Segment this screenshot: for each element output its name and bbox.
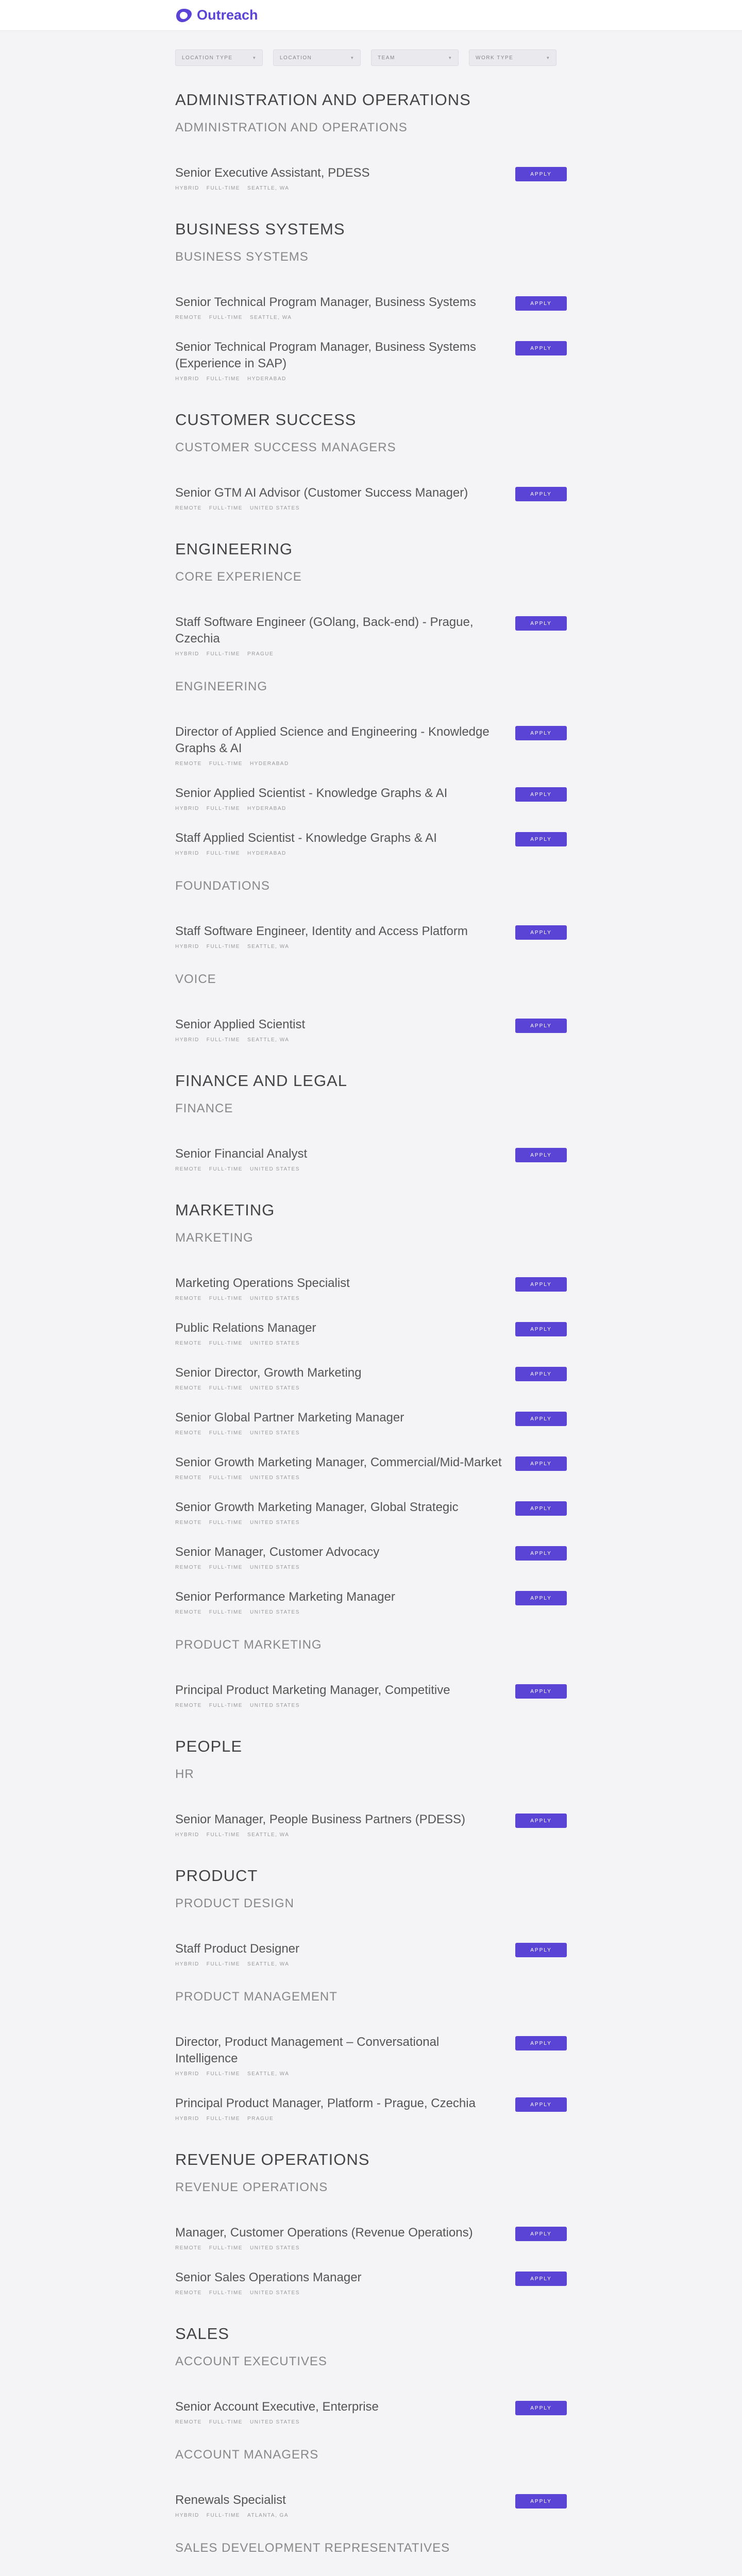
apply-button[interactable]: APPLY — [515, 832, 567, 846]
team-title: MARKETING — [175, 1231, 254, 1245]
job-meta-tag: REMOTE — [175, 1475, 202, 1481]
job-meta-tag: FULL-TIME — [209, 2245, 243, 2251]
department-title: MARKETING — [175, 1201, 275, 1219]
apply-button[interactable]: APPLY — [515, 296, 567, 311]
job-posting — [175, 2269, 567, 2296]
job-title-link[interactable]: Senior Director, Growth Marketing — [175, 1366, 362, 1380]
team-title: REVENUE OPERATIONS — [175, 2180, 328, 2194]
team-title: PRODUCT DESIGN — [175, 1896, 294, 1910]
posting-info — [175, 294, 505, 320]
job-meta-tag: SEATTLE, WA — [247, 1832, 290, 1838]
job-meta-tag: FULL-TIME — [209, 1520, 243, 1526]
job-posting — [175, 1589, 567, 1615]
job-meta-tag: REMOTE — [175, 2419, 202, 2425]
apply-button[interactable]: APPLY — [515, 1943, 567, 1957]
team-section — [175, 1638, 567, 1708]
apply-button[interactable]: APPLY — [515, 1684, 567, 1699]
job-meta-tag: REMOTE — [175, 1385, 202, 1391]
job-meta-tag: FULL-TIME — [209, 505, 243, 511]
job-posting — [175, 294, 567, 320]
job-posting — [175, 1811, 567, 1838]
job-meta — [175, 2419, 505, 2425]
apply-button[interactable]: APPLY — [515, 1367, 567, 1381]
posting-info — [175, 1146, 505, 1172]
job-meta-tag: FULL-TIME — [209, 1430, 243, 1436]
job-meta-tag: FULL-TIME — [209, 1296, 243, 1301]
job-title-link[interactable]: Senior Financial Analyst — [175, 1147, 308, 1161]
job-posting — [175, 1941, 567, 1967]
posting-info — [175, 2399, 505, 2425]
job-meta-tag: HYBRID — [175, 1961, 199, 1967]
posting-info — [175, 2095, 505, 2122]
job-meta-tag: FULL-TIME — [209, 2419, 243, 2425]
job-meta-tag: FULL-TIME — [206, 185, 240, 191]
job-meta — [175, 1037, 505, 1043]
team-title: ACCOUNT MANAGERS — [175, 2448, 319, 2462]
job-meta-tag: FULL-TIME — [209, 1703, 243, 1708]
job-meta-tag: FULL-TIME — [206, 2071, 240, 2077]
department-title: CUSTOMER SUCCESS — [175, 411, 357, 429]
job-posting — [175, 485, 567, 511]
job-meta — [175, 1475, 505, 1481]
job-meta-tag: SEATTLE, WA — [247, 944, 290, 950]
department-title: ENGINEERING — [175, 540, 293, 558]
posting-info — [175, 1811, 505, 1838]
posting-info — [175, 485, 505, 511]
job-meta-tag: FULL-TIME — [206, 851, 240, 856]
posting-info — [175, 2269, 505, 2296]
department-section — [175, 2325, 567, 2576]
job-meta-tag: FULL-TIME — [206, 944, 240, 950]
job-title-link[interactable]: Staff Applied Scientist - Knowledge Graphs & AI — [175, 831, 437, 845]
job-title-link[interactable]: Senior Growth Marketing Manager, Commercial/Mid-Market — [175, 1455, 502, 1469]
team-section — [175, 1767, 567, 1838]
filter-bar — [175, 49, 567, 66]
job-title-link[interactable]: Senior Performance Marketing Manager — [175, 1590, 395, 1604]
job-meta-tag: REMOTE — [175, 1609, 202, 1615]
apply-button[interactable]: APPLY — [515, 616, 567, 631]
job-meta — [175, 1520, 505, 1526]
job-meta-tag: UNITED STATES — [249, 1565, 300, 1570]
job-meta-tag: PRAGUE — [247, 651, 274, 657]
chevron-down-icon: ▾ — [546, 55, 550, 60]
job-meta-tag: REMOTE — [175, 1565, 202, 1570]
job-title-link[interactable]: Manager, Customer Operations (Revenue Operations) — [175, 2226, 473, 2240]
job-meta-tag: HYBRID — [175, 376, 199, 382]
job-title-link[interactable]: Senior Manager, People Business Partners (PDESS) — [175, 1812, 465, 1826]
team-title: CORE EXPERIENCE — [175, 570, 302, 584]
department-title: FINANCE AND LEGAL — [175, 1072, 347, 1090]
job-meta-tag: SEATTLE, WA — [247, 1961, 290, 1967]
team-section — [175, 440, 567, 511]
posting-info — [175, 1016, 505, 1043]
job-meta-tag: HYBRID — [175, 806, 199, 811]
job-meta — [175, 505, 505, 511]
job-meta-tag: HYBRID — [175, 2116, 199, 2122]
job-meta-tag: REMOTE — [175, 2290, 202, 2296]
job-posting — [175, 830, 567, 856]
apply-button[interactable]: APPLY — [515, 2227, 567, 2241]
job-meta-tag: FULL-TIME — [209, 1475, 243, 1481]
job-title-link[interactable]: Staff Software Engineer (GOlang, Back-end) - Prague, Czechia — [175, 615, 474, 646]
posting-info — [175, 1320, 505, 1346]
job-meta-tag: HYBRID — [175, 185, 199, 191]
apply-button[interactable]: APPLY — [515, 1322, 567, 1336]
apply-button[interactable]: APPLY — [515, 1277, 567, 1292]
posting-info — [175, 1365, 505, 1391]
job-title-link[interactable]: Director of Applied Science and Engineering - Knowledge Graphs & AI — [175, 725, 490, 755]
department-section — [175, 411, 567, 511]
job-title-link[interactable]: Staff Product Designer — [175, 1942, 300, 1956]
apply-button[interactable]: APPLY — [515, 167, 567, 181]
job-title-link[interactable]: Senior Applied Scientist — [175, 1018, 306, 1031]
team-section — [175, 1101, 567, 1172]
job-meta — [175, 761, 505, 767]
job-meta-tag: UNITED STATES — [249, 2245, 300, 2251]
department-section — [175, 220, 567, 382]
department-section — [175, 1201, 567, 1708]
job-meta-tag: UNITED STATES — [249, 1475, 300, 1481]
job-meta — [175, 1296, 505, 1301]
posting-info — [175, 614, 505, 657]
job-title-link[interactable]: Senior Global Partner Marketing Manager — [175, 1411, 404, 1425]
job-meta-tag: REMOTE — [175, 1520, 202, 1526]
job-meta-tag: FULL-TIME — [206, 2116, 240, 2122]
job-meta-tag: UNITED STATES — [249, 1166, 300, 1172]
department-title: BUSINESS SYSTEMS — [175, 220, 345, 238]
job-meta — [175, 1385, 505, 1391]
filter-label: WORK TYPE — [476, 55, 514, 61]
apply-button[interactable]: APPLY — [515, 2036, 567, 2050]
team-section — [175, 121, 567, 191]
job-meta-tag: FULL-TIME — [206, 1037, 240, 1043]
apply-button[interactable]: APPLY — [515, 726, 567, 740]
team-title: CUSTOMER SUCCESS MANAGERS — [175, 440, 396, 454]
team-section — [175, 2180, 567, 2296]
job-meta-tag: HYBRID — [175, 651, 199, 657]
apply-button[interactable]: APPLY — [515, 1501, 567, 1516]
job-meta-tag: FULL-TIME — [206, 651, 240, 657]
apply-button[interactable]: APPLY — [515, 1148, 567, 1162]
job-meta-tag: UNITED STATES — [249, 1296, 300, 1301]
apply-button[interactable]: APPLY — [515, 487, 567, 501]
job-meta — [175, 1703, 505, 1708]
job-posting — [175, 2492, 567, 2518]
job-posting — [175, 2399, 567, 2425]
team-title: ENGINEERING — [175, 680, 268, 693]
posting-info — [175, 1454, 505, 1481]
job-title-link[interactable]: Principal Product Manager, Platform - Prague, Czechia — [175, 2096, 476, 2110]
job-posting — [175, 1365, 567, 1391]
job-meta — [175, 185, 505, 191]
team-title: FOUNDATIONS — [175, 879, 270, 893]
job-posting — [175, 785, 567, 811]
department-title: ADMINISTRATION AND OPERATIONS — [175, 91, 471, 109]
job-posting — [175, 1146, 567, 1172]
job-meta-tag: SEATTLE, WA — [247, 185, 290, 191]
department-title: SALES — [175, 2325, 229, 2343]
apply-button[interactable]: APPLY — [515, 1546, 567, 1561]
job-meta — [175, 315, 505, 320]
job-title-link[interactable]: Staff Software Engineer, Identity and Access Platform — [175, 924, 468, 938]
job-meta-tag: FULL-TIME — [206, 376, 240, 382]
job-meta — [175, 2116, 505, 2122]
job-meta-tag: REMOTE — [175, 1430, 202, 1436]
job-posting — [175, 1682, 567, 1708]
filter-label: LOCATION TYPE — [182, 55, 233, 61]
posting-info — [175, 1589, 505, 1615]
job-posting — [175, 2034, 567, 2077]
job-title-link[interactable]: Senior GTM AI Advisor (Customer Success Manager) — [175, 486, 468, 500]
job-meta — [175, 806, 505, 811]
apply-button[interactable]: APPLY — [515, 787, 567, 802]
job-meta-tag: FULL-TIME — [206, 806, 240, 811]
job-meta — [175, 2071, 505, 2077]
job-meta-tag: REMOTE — [175, 1296, 202, 1301]
filter-dropdown[interactable] — [273, 49, 361, 66]
apply-button[interactable]: APPLY — [515, 341, 567, 355]
posting-info — [175, 2492, 505, 2518]
job-meta-tag: HYBRID — [175, 1832, 199, 1838]
team-title: SALES DEVELOPMENT REPRESENTATIVES — [175, 2541, 450, 2555]
team-title: PRODUCT MARKETING — [175, 1638, 322, 1652]
job-title-link[interactable]: Senior Applied Scientist - Knowledge Graphs & AI — [175, 786, 448, 800]
team-title: BUSINESS SYSTEMS — [175, 250, 309, 264]
filter-label: LOCATION — [280, 55, 312, 61]
department-title: REVENUE OPERATIONS — [175, 2150, 370, 2168]
filter-dropdown[interactable] — [469, 49, 556, 66]
posting-info — [175, 724, 505, 767]
job-meta-tag: FULL-TIME — [209, 1565, 243, 1570]
job-posting — [175, 165, 567, 191]
posting-info — [175, 1499, 505, 1526]
job-meta — [175, 651, 505, 657]
job-meta-tag: UNITED STATES — [249, 1609, 300, 1615]
job-meta — [175, 1166, 505, 1172]
posting-info — [175, 1275, 505, 1301]
job-meta-tag: UNITED STATES — [249, 1385, 300, 1391]
job-title-link[interactable]: Senior Account Executive, Enterprise — [175, 2400, 379, 2414]
departments-list — [175, 91, 567, 2576]
job-meta — [175, 851, 505, 856]
apply-button[interactable]: APPLY — [515, 2272, 567, 2286]
job-meta-tag: SEATTLE, WA — [249, 315, 292, 320]
apply-button[interactable]: APPLY — [515, 1591, 567, 1605]
job-meta-tag: HYBRID — [175, 944, 199, 950]
job-meta-tag: HYBRID — [175, 1037, 199, 1043]
job-meta-tag: UNITED STATES — [249, 1341, 300, 1346]
job-posting — [175, 339, 567, 382]
team-section — [175, 680, 567, 856]
site-header — [0, 0, 742, 31]
department-section — [175, 1737, 567, 1838]
posting-info — [175, 339, 505, 382]
job-meta-tag: REMOTE — [175, 315, 202, 320]
team-title: HR — [175, 1767, 194, 1781]
posting-info — [175, 923, 505, 950]
job-posting — [175, 1320, 567, 1346]
job-meta-tag: FULL-TIME — [209, 1166, 243, 1172]
job-meta-tag: REMOTE — [175, 2245, 202, 2251]
job-meta-tag: FULL-TIME — [209, 761, 243, 767]
job-meta-tag: UNITED STATES — [249, 505, 300, 511]
job-meta-tag: HYDERABAD — [247, 851, 286, 856]
department-title: PRODUCT — [175, 1867, 258, 1885]
team-section — [175, 879, 567, 950]
job-meta-tag: HYDERABAD — [249, 761, 289, 767]
job-title-link[interactable]: Renewals Specialist — [175, 2493, 286, 2507]
job-meta-tag: ATLANTA, GA — [247, 2513, 289, 2518]
job-meta-tag: SEATTLE, WA — [247, 1037, 290, 1043]
job-posting — [175, 2225, 567, 2251]
team-section — [175, 2448, 567, 2518]
chevron-down-icon: ▾ — [350, 55, 354, 60]
apply-button[interactable]: APPLY — [515, 2097, 567, 2112]
job-title-link[interactable]: Director, Product Management – Conversational Intelligence — [175, 2035, 440, 2065]
job-meta — [175, 1832, 505, 1838]
team-section — [175, 1990, 567, 2122]
job-title-link[interactable]: Senior Technical Program Manager, Business Systems — [175, 295, 476, 309]
job-title-link[interactable]: Senior Sales Operations Manager — [175, 2270, 362, 2284]
job-posting — [175, 1454, 567, 1481]
chevron-down-icon: ▾ — [448, 55, 452, 60]
team-section — [175, 1231, 567, 1615]
job-meta-tag: HYDERABAD — [247, 806, 286, 811]
team-section — [175, 972, 567, 1043]
job-posting — [175, 614, 567, 657]
filter-dropdown[interactable] — [175, 49, 263, 66]
job-meta — [175, 376, 505, 382]
job-meta-tag: UNITED STATES — [249, 2290, 300, 2296]
job-title-link[interactable]: Marketing Operations Specialist — [175, 1276, 350, 1290]
posting-info — [175, 2225, 505, 2251]
job-title-link[interactable]: Senior Growth Marketing Manager, Global Strategic — [175, 1500, 459, 1514]
job-meta-tag: HYBRID — [175, 851, 199, 856]
team-title: FINANCE — [175, 1101, 233, 1115]
job-meta-tag: REMOTE — [175, 1703, 202, 1708]
posting-info — [175, 785, 505, 811]
job-meta — [175, 1565, 505, 1570]
job-meta-tag: REMOTE — [175, 1341, 202, 1346]
apply-button[interactable]: APPLY — [515, 1019, 567, 1033]
job-listings — [175, 31, 567, 2576]
job-meta — [175, 2513, 505, 2518]
job-meta-tag: PRAGUE — [247, 2116, 274, 2122]
job-meta — [175, 944, 505, 950]
apply-button[interactable]: APPLY — [515, 1814, 567, 1828]
chevron-down-icon: ▾ — [252, 55, 256, 60]
department-section — [175, 91, 567, 191]
posting-info — [175, 1544, 505, 1570]
job-meta-tag: UNITED STATES — [249, 2419, 300, 2425]
job-meta-tag: REMOTE — [175, 761, 202, 767]
job-meta-tag: FULL-TIME — [206, 2513, 240, 2518]
filter-label: TEAM — [378, 55, 395, 61]
job-meta-tag: UNITED STATES — [249, 1520, 300, 1526]
team-section — [175, 2541, 567, 2576]
job-posting — [175, 1410, 567, 1436]
job-title-link[interactable]: Senior Executive Assistant, PDESS — [175, 166, 370, 180]
brand-name: Outreach — [197, 7, 258, 23]
job-title-link[interactable]: Principal Product Marketing Manager, Competitive — [175, 1683, 450, 1697]
job-meta-tag: HYDERABAD — [247, 376, 286, 382]
department-section — [175, 540, 567, 1043]
job-posting — [175, 1275, 567, 1301]
job-posting — [175, 923, 567, 950]
job-meta — [175, 1961, 505, 1967]
department-section — [175, 1072, 567, 1172]
team-title: ADMINISTRATION AND OPERATIONS — [175, 121, 408, 134]
apply-button[interactable]: APPLY — [515, 1456, 567, 1471]
outreach-logo[interactable] — [175, 7, 258, 23]
department-title: PEOPLE — [175, 1737, 243, 1755]
job-meta-tag: REMOTE — [175, 1166, 202, 1172]
posting-info — [175, 1410, 505, 1436]
job-meta-tag: FULL-TIME — [209, 1385, 243, 1391]
job-meta — [175, 2290, 505, 2296]
job-posting — [175, 2095, 567, 2122]
job-meta-tag: FULL-TIME — [209, 315, 243, 320]
team-section — [175, 250, 567, 382]
team-section — [175, 1896, 567, 1967]
apply-button[interactable]: APPLY — [515, 2401, 567, 2415]
job-meta-tag: HYBRID — [175, 2513, 199, 2518]
job-posting — [175, 1016, 567, 1043]
job-meta-tag: FULL-TIME — [206, 1832, 240, 1838]
job-meta-tag: HYBRID — [175, 2071, 199, 2077]
department-section — [175, 1867, 567, 2122]
team-section — [175, 570, 567, 657]
team-section — [175, 2354, 567, 2425]
job-posting — [175, 1544, 567, 1570]
team-title: PRODUCT MANAGEMENT — [175, 1990, 338, 2004]
job-meta-tag: FULL-TIME — [209, 1609, 243, 1615]
job-title-link[interactable]: Public Relations Manager — [175, 1321, 316, 1335]
job-meta-tag: REMOTE — [175, 505, 202, 511]
outreach-logo-icon — [175, 8, 193, 23]
posting-info — [175, 830, 505, 856]
posting-info — [175, 1941, 505, 1967]
job-meta — [175, 1430, 505, 1436]
department-section — [175, 2150, 567, 2296]
job-meta-tag: SEATTLE, WA — [247, 2071, 290, 2077]
filter-dropdown[interactable] — [371, 49, 459, 66]
posting-info — [175, 2034, 505, 2077]
job-meta-tag: UNITED STATES — [249, 1703, 300, 1708]
apply-button[interactable]: APPLY — [515, 2494, 567, 2509]
job-meta — [175, 2245, 505, 2251]
apply-button[interactable]: APPLY — [515, 925, 567, 940]
job-title-link[interactable]: Senior Manager, Customer Advocacy — [175, 1545, 380, 1559]
team-title: VOICE — [175, 972, 216, 986]
job-meta-tag: FULL-TIME — [209, 1341, 243, 1346]
job-title-link[interactable]: Senior Technical Program Manager, Business Systems (Experience in SAP) — [175, 340, 476, 370]
job-meta — [175, 1341, 505, 1346]
job-meta — [175, 1609, 505, 1615]
posting-info — [175, 1682, 505, 1708]
job-posting — [175, 1499, 567, 1526]
job-meta-tag: UNITED STATES — [249, 1430, 300, 1436]
team-title: ACCOUNT EXECUTIVES — [175, 2354, 327, 2368]
posting-info — [175, 165, 505, 191]
job-meta-tag: FULL-TIME — [209, 2290, 243, 2296]
job-meta-tag: FULL-TIME — [206, 1961, 240, 1967]
job-posting — [175, 724, 567, 767]
apply-button[interactable]: APPLY — [515, 1412, 567, 1426]
